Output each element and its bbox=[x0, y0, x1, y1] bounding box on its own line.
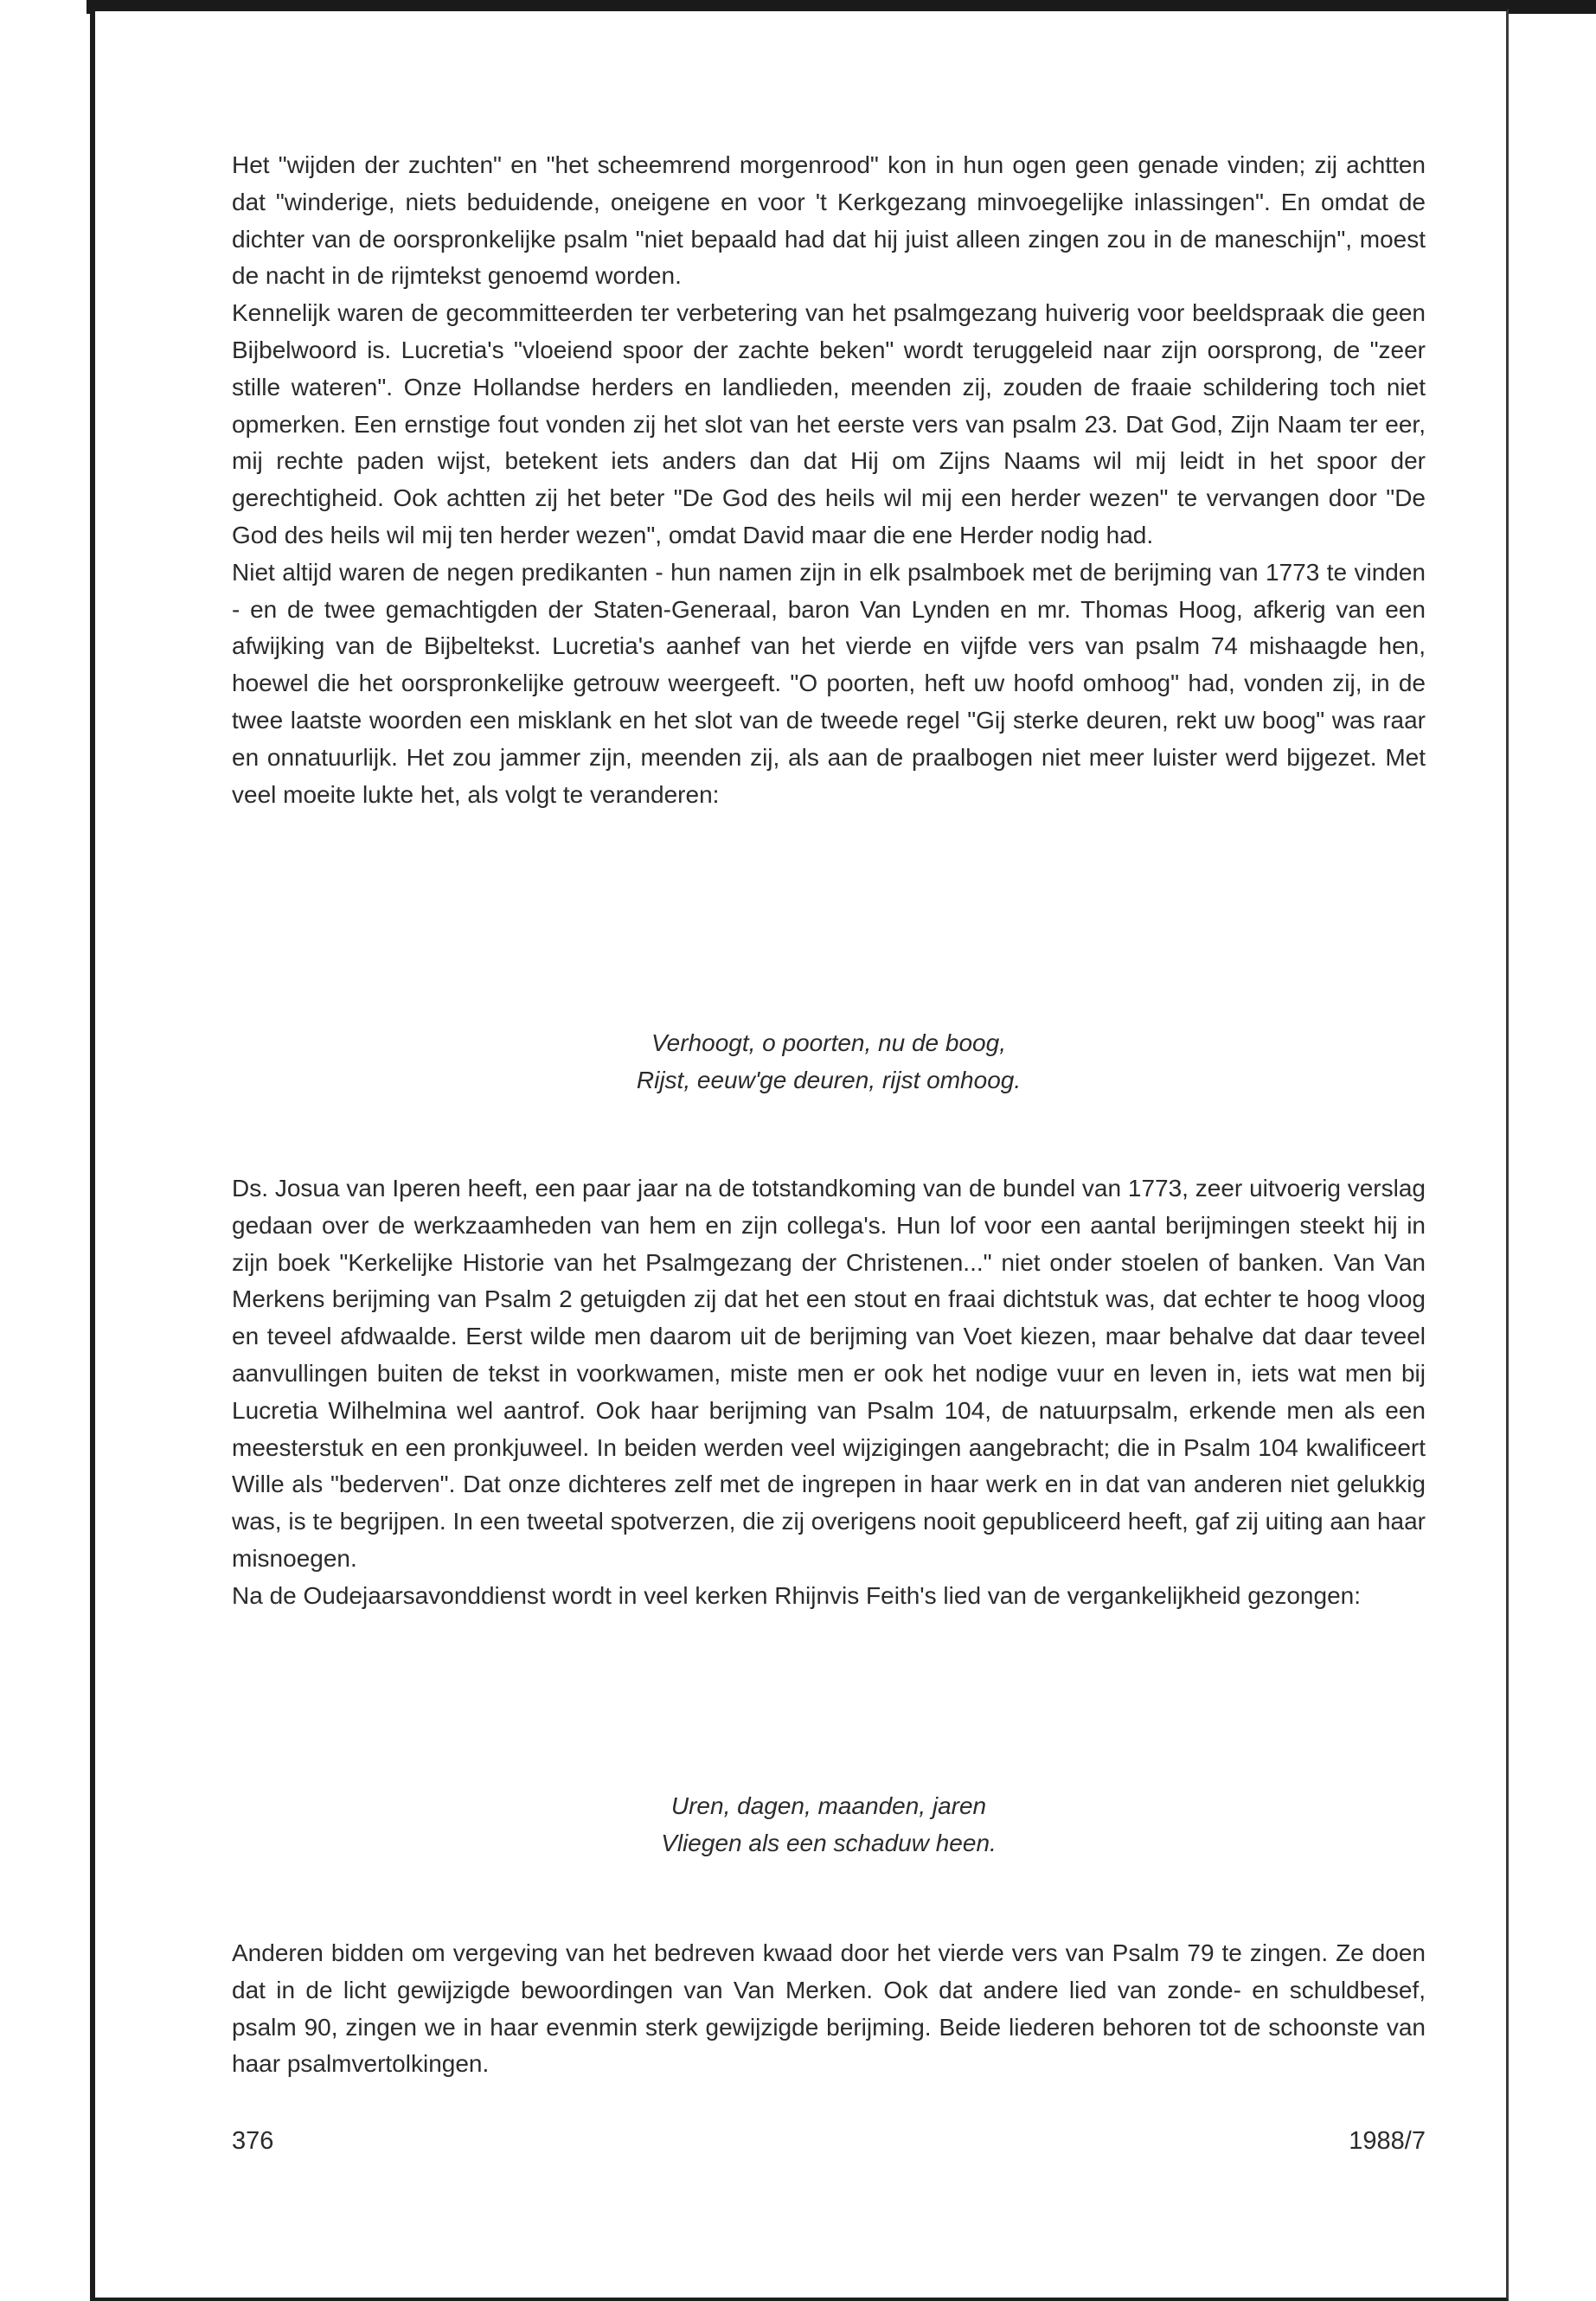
text-block-middle bbox=[232, 1170, 1426, 1615]
page-number: 376 bbox=[232, 2127, 274, 2155]
paragraph: Na de Oudejaarsavonddienst wordt in veel kerken Rhijnvis Feith's lied van de vergankelijkheid gezongen: bbox=[232, 1581, 1361, 1609]
paragraph: Kennelijk waren de gecommitteerden ter verbetering van het psalmgezang huiverig voor beeldspraak die geen Bijbelwoord is. Lucretia's "vloeiend spoor der zachte beken" wordt teruggeleid naar zijn oorsprong, de "zeer stille wateren". Onze Hollandse herders en landlieden, meenden zij, zouden de fraaie schildering toch niet opmerken. Een ernstige fout vonden zij het slot van het eerste vers van psalm 23. Dat God, Zijn Naam ter eer, mij rechte paden wijst, betekent iets anders dan dat Hij om Zijns Naams wil mij leidt in het spoor der gerechtigheid. Ook achtten zij het beter "De God des heils wil mij een herder wezen" te vervangen door "De God des heils wil mij ten herder wezen", omdat David maar die ene Herder nodig had. bbox=[232, 299, 1426, 548]
verse-line: Uren, dagen, maanden, jaren bbox=[670, 1792, 987, 1819]
paragraph: Het "wijden der zuchten" en "het scheemrend morgenrood" kon in hun ogen geen genade vinden; zij achtten dat "winderige, niets beduidende, oneigene en voor 't Kerkgezang minvoegelijke inlassingen". En omdat de dichter van de oorspronkelijke psalm "niet bepaald had dat hij juist alleen zingen zou in de maneschijn", moest de nacht in de rijmtekst genoemd worden. bbox=[232, 151, 1426, 290]
verse-quote-psalm-24 bbox=[232, 1025, 1426, 1099]
paragraph: Anderen bidden om vergeving van het bedreven kwaad door het vierde vers van Psalm 79 te zingen. Ze doen dat in de licht gewijzigde bewoordingen van Van Merken. Ook dat andere lied van zonde- en schuldbesef, psalm 90, zingen we in haar evenmin sterk gewijzigde berijming. Beide liederen behoren tot de schoonste van haar psalmvertolkingen. bbox=[232, 1939, 1426, 2078]
verse-line: Vliegen als een schaduw heen. bbox=[661, 1829, 997, 1856]
text-block-top bbox=[232, 147, 1426, 813]
paragraph: Niet altijd waren de negen predikanten - hun namen zijn in elk psalmboek met de berijming van 1773 te vinden - en de twee gemachtigden der Staten-Generaal, baron Van Lynden en mr. Thomas Hoog, afkerig van een afwijking van de Bijbeltekst. Lucretia's aanhef van het vierde en vijfde vers van psalm 74 mishaagde hen, hoewel die het oorspronkelijke getrouw weergeeft. "O poorten, heft uw hoofd omhoog" had, vonden zij, in de twee laatste woorden een misklank en het slot van de tweede regel "Gij sterke deuren, rekt uw boog" was raar en onnatuurlijk. Het zou jammer zijn, meenden zij, als aan de praalbogen niet meer luister werd bijgezet. Met veel moeite lukte het, als volgt te veranderen: bbox=[232, 558, 1426, 808]
verse-quote-feith bbox=[232, 1788, 1426, 1862]
issue-number: 1988/7 bbox=[1349, 2127, 1426, 2155]
verse-line: Verhoogt, o poorten, nu de boog, bbox=[651, 1029, 1006, 1056]
verse-line: Rijst, eeuw'ge deuren, rijst omhoog. bbox=[636, 1066, 1022, 1093]
text-block-bottom bbox=[232, 1935, 1426, 2083]
paragraph: Ds. Josua van Iperen heeft, een paar jaar na de totstandkoming van de bundel van 1773, zeer uitvoerig verslag gedaan over de werkzaamheden van hem en zijn collega's. Hun lof voor een aantal berijmingen steekt hij in zijn boek "Kerkelijke Historie van het Psalmgezang der Christenen..." niet onder stoelen of banken. Van Van Merkens berijming van Psalm 2 getuigden zij dat het een stout en fraai dichtstuk was, dat echter te hoog vloog en teveel afdwaalde. Eerst wilde men daarom uit de berijming van Voet kiezen, maar behalve dat daar teveel aanvullingen buiten de tekst in voorkwamen, miste men er ook het nodige vuur en leven in, iets wat men bij Lucretia Wilhelmina wel aantrof. Ook haar berijming van Psalm 104, de natuurpsalm, erkende men als een meesterstuk en een pronkjuweel. In beiden werden veel wijzigingen aangebracht; die in Psalm 104 kwalificeert Wille als "bederven". Dat onze dichteres zelf met de ingrepen in haar werk en in dat van anderen niet gelukkig was, is te begrijpen. In een tweetal spotverzen, die zij overigens nooit gepubliceerd heeft, gaf zij uiting aan haar misnoegen. bbox=[232, 1175, 1426, 1572]
page-footer bbox=[232, 2124, 1426, 2158]
